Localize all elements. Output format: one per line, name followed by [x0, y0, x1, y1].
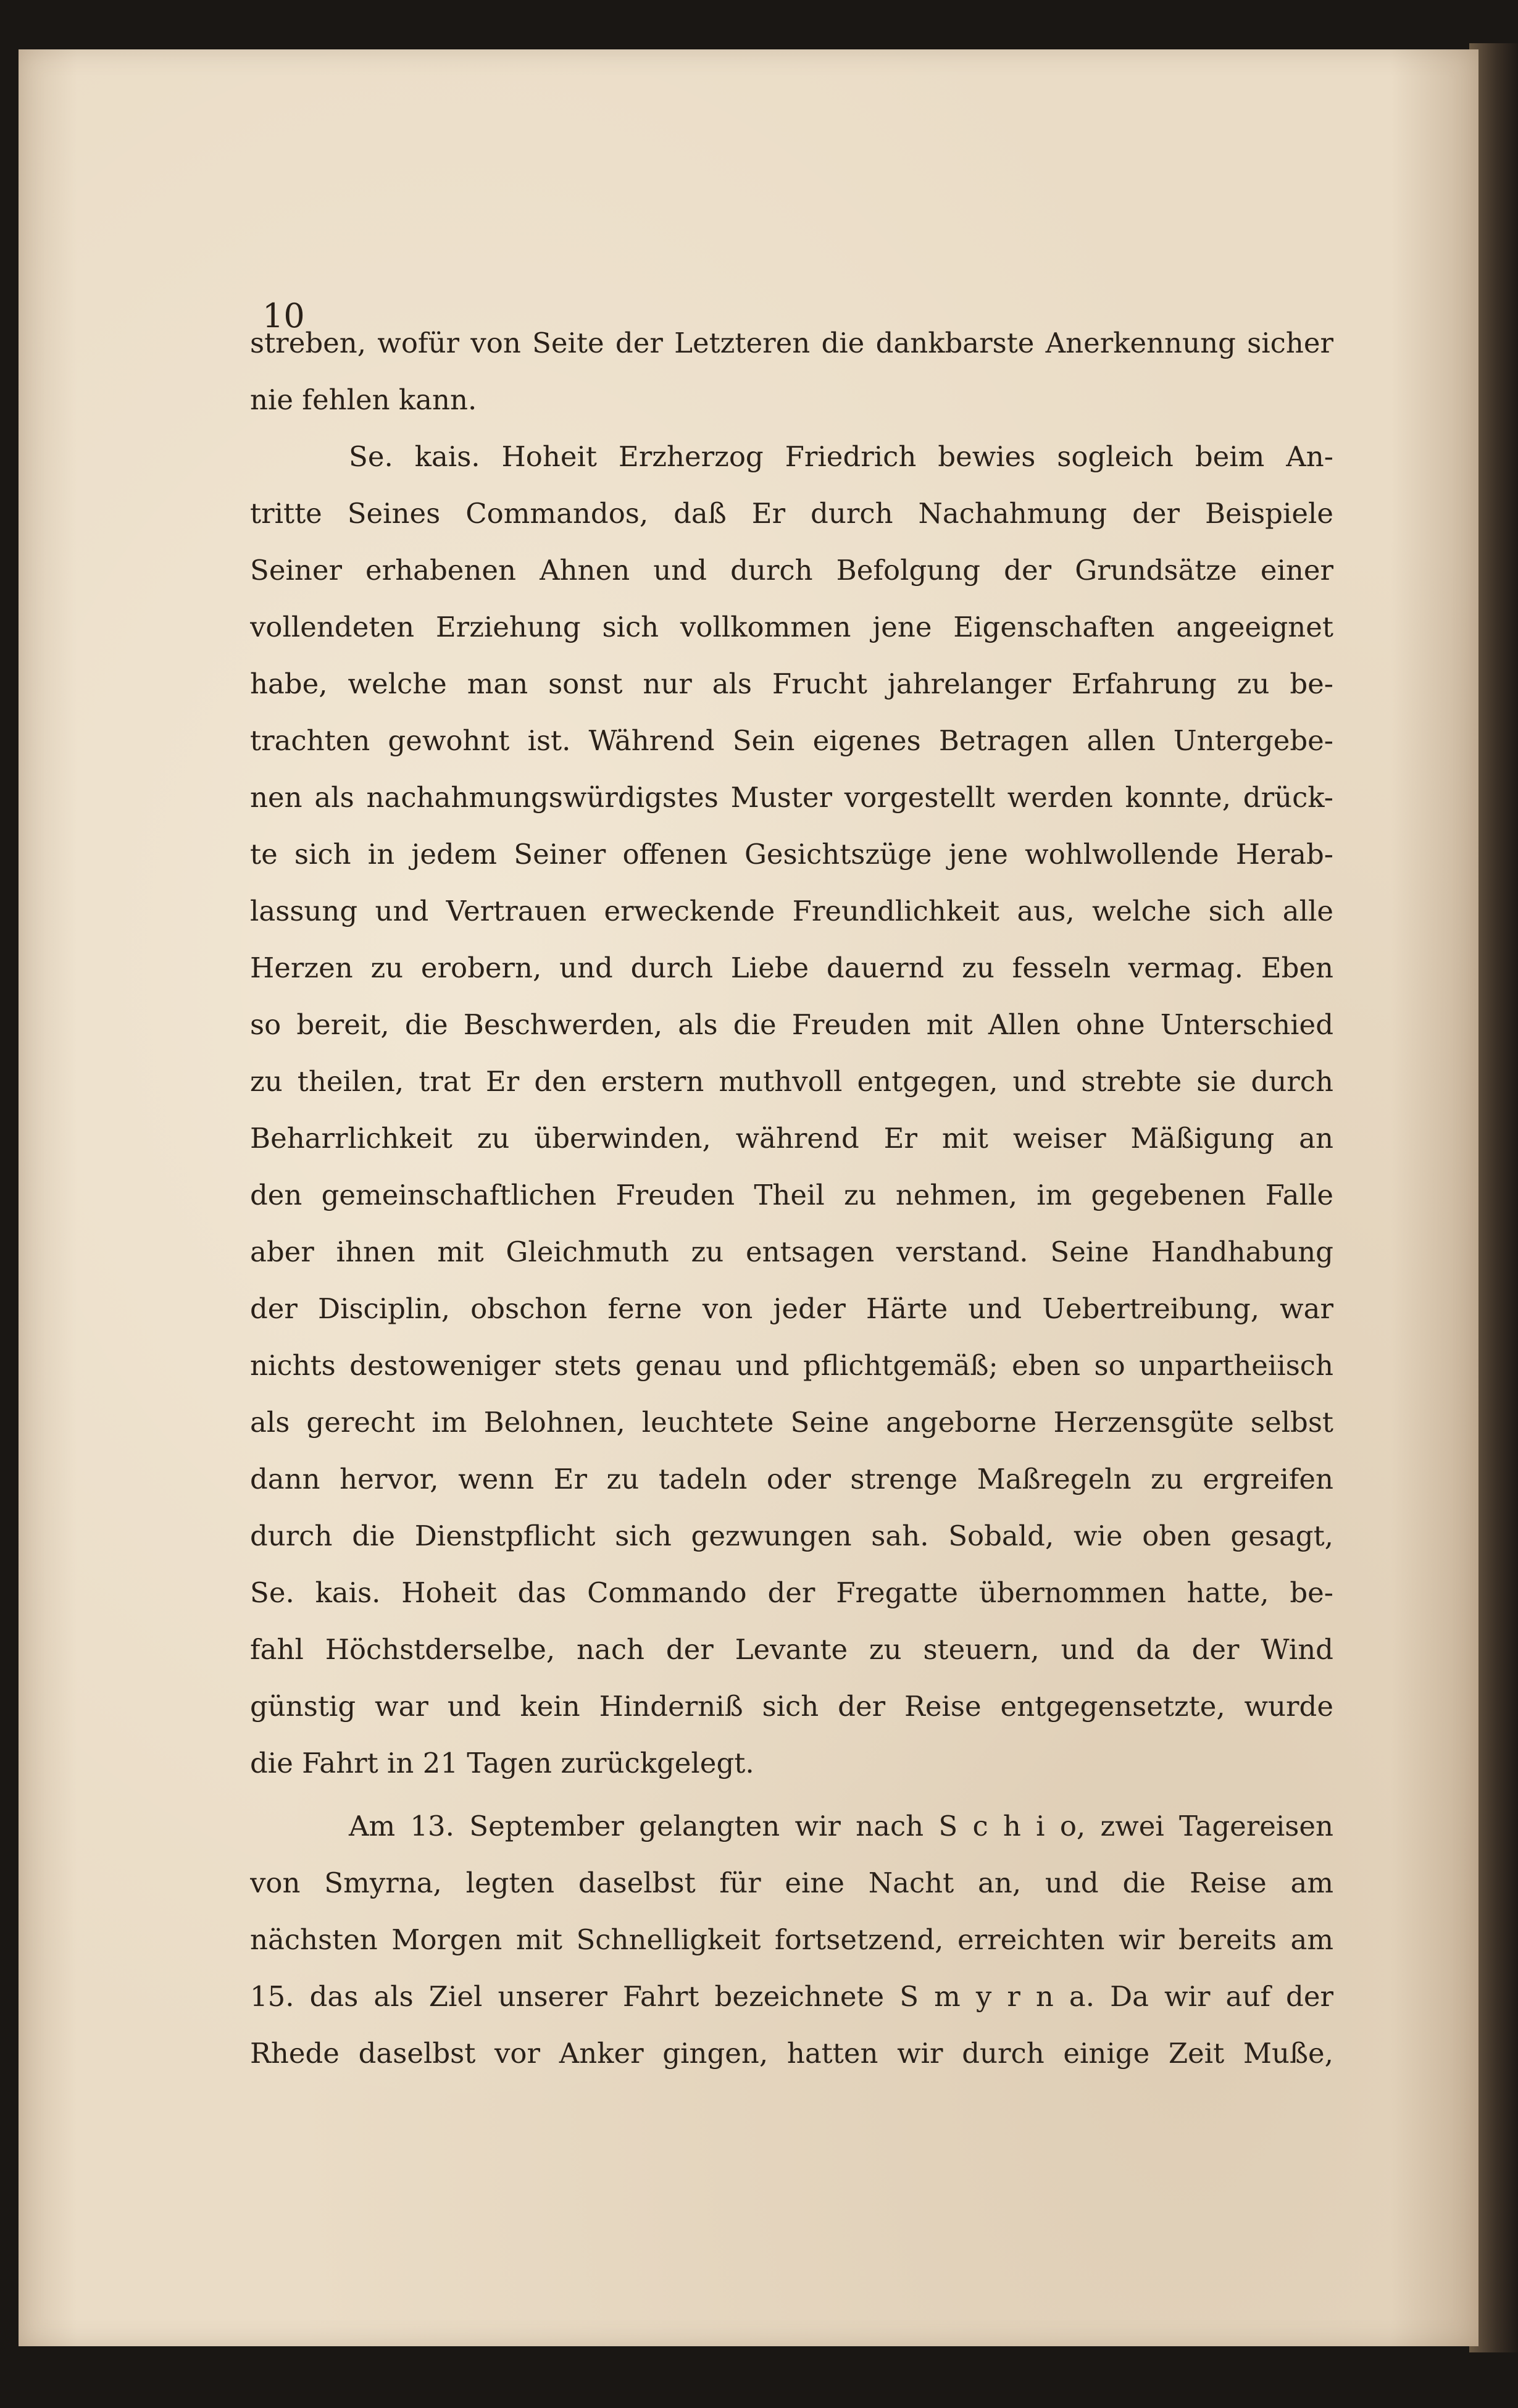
text-line: nichts destoweniger stets genau und pflichtgemäß; eben so unpartheiisch — [250, 1349, 1333, 1382]
text-line: so bereit, die Beschwerden, als die Freuden mit Allen ohne Unterschied — [250, 1008, 1333, 1041]
text-line: die Fahrt in 21 Tagen zurückgelegt. — [250, 1747, 754, 1779]
page-number: 10 — [262, 296, 305, 335]
text-line: Herzen zu erobern, und durch Liebe dauernd zu fesseln vermag. Eben — [250, 951, 1333, 984]
text-line: habe, welche man sonst nur als Frucht jahrelanger Erfahrung zu be- — [250, 667, 1333, 700]
text-line: durch die Dienstpflicht sich gezwungen sah. Sobald, wie oben gesagt, — [250, 1520, 1333, 1552]
text-line: der Disciplin, obschon ferne von jeder Härte und Uebertreibung, war — [250, 1292, 1333, 1325]
text-line: Se. kais. Hoheit das Commando der Fregatte übernommen hatte, be- — [250, 1576, 1333, 1609]
text-line: Se. kais. Hoheit Erzherzog Friedrich bewies sogleich beim An- — [349, 440, 1333, 473]
text-line: vollendeten Erziehung sich vollkommen jene Eigenschaften angeeignet — [250, 611, 1333, 643]
text-line: fahl Höchstderselbe, nach der Levante zu steuern, und da der Wind — [250, 1633, 1333, 1666]
text-line: Am 13. September gelangten wir nach S c h i o, zwei Tagereisen — [349, 1810, 1333, 1842]
text-line: nächsten Morgen mit Schnelligkeit fortsetzend, erreichten wir bereits am — [250, 1923, 1333, 1956]
text-line: trachten gewohnt ist. Während Sein eigenes Betragen allen Untergebe- — [250, 724, 1333, 757]
text-line: günstig war und kein Hinderniß sich der Reise entgegensetzte, wurde — [250, 1690, 1333, 1723]
text-line: aber ihnen mit Gleichmuth zu entsagen verstand. Seine Handhabung — [250, 1235, 1333, 1268]
text-line: den gemeinschaftlichen Freuden Theil zu nehmen, im gegebenen Falle — [250, 1179, 1333, 1211]
text-line: nen als nachahmungswürdigstes Muster vorgestellt werden konnte, drück- — [250, 781, 1333, 814]
text-line: Beharrlichkeit zu überwinden, während Er mit weiser Mäßigung an — [250, 1122, 1333, 1155]
text-line: Seiner erhabenen Ahnen und durch Befolgung der Grundsätze einer — [250, 554, 1333, 587]
paragraph-gap — [250, 1792, 1333, 1798]
text-line: Rhede daselbst vor Anker gingen, hatten wir durch einige Zeit Muße, — [250, 2037, 1333, 2070]
text-line: tritte Seines Commandos, daß Er durch Nachahmung der Beispiele — [250, 497, 1333, 530]
text-line: von Smyrna, legten daselbst für eine Nacht an, und die Reise am — [250, 1867, 1333, 1899]
text-line: dann hervor, wenn Er zu tadeln oder strenge Maßregeln zu ergreifen — [250, 1463, 1333, 1495]
text-line: als gerecht im Belohnen, leuchtete Seine angeborne Herzensgüte selbst — [250, 1406, 1333, 1439]
text-line: nie fehlen kann. — [250, 383, 477, 416]
text-line: zu theilen, trat Er den erstern muthvoll entgegen, und strebte sie durch — [250, 1065, 1333, 1098]
body-text — [250, 315, 1333, 2082]
text-line: 15. das als Ziel unserer Fahrt bezeichnete S m y r n a. Da wir auf der — [250, 1980, 1333, 2013]
text-line: lassung und Vertrauen erweckende Freundlichkeit aus, welche sich alle — [250, 895, 1333, 927]
text-line: te sich in jedem Seiner offenen Gesichtszüge jene wohlwollende Herab- — [250, 838, 1333, 871]
text-line: streben, wofür von Seite der Letzteren die dankbarste Anerkennung sicher — [250, 327, 1333, 359]
